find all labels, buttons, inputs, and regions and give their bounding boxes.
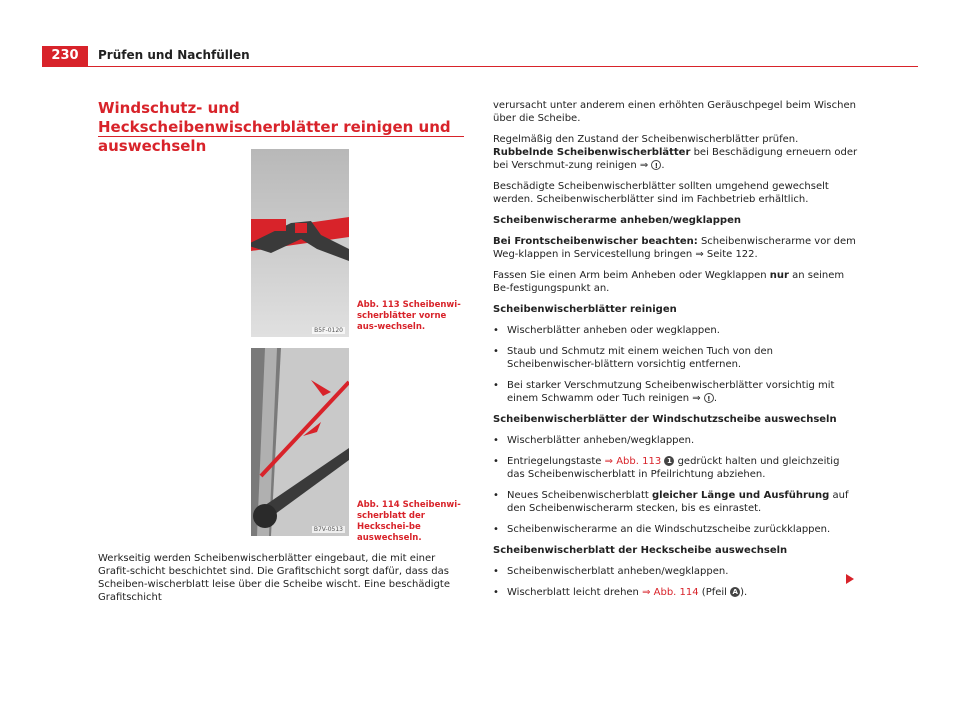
figure-113-image	[251, 149, 349, 337]
text: Wischerblatt leicht drehen	[507, 587, 643, 598]
list-item: • Scheibenwischerarme an die Windschutzscheibe zurückklappen.	[493, 523, 859, 536]
warning-icon[interactable]: !	[651, 160, 661, 170]
page-number: 230	[42, 46, 88, 66]
text: Entriegelungstaste	[507, 456, 605, 467]
paragraph-4	[493, 235, 859, 261]
list-item: • Scheibenwischerblatt anheben/wegklappen.	[493, 565, 859, 578]
list-item: • Wischerblätter anheben/wegklappen.	[493, 434, 859, 447]
header-rule	[42, 66, 918, 67]
list-item: • Bei starker Verschmutzung Scheibenwischerblätter vorsichtig mit einem Schwamm oder Tuch reinigen ⇒ ! .	[493, 379, 859, 405]
section-title: Windschutz- und Heckscheibenwischerblätter reinigen und auswechseln	[98, 99, 451, 155]
heading-front: Scheibenwischerblätter der Windschutzscheibe auswechseln	[493, 414, 837, 425]
left-paragraph: Werkseitig werden Scheibenwischerblätter eingebaut, die mit einer Grafit-schicht beschichtet sind. Die Grafitschicht sorgt dafür, dass das Scheiben-wischerblatt leise über die Scheibe wischt. Eine beschädigte Grafitschicht	[98, 553, 450, 603]
bold-text: Rubbelnde Scheibenwischerblätter	[493, 147, 691, 158]
list-item: • Wischerblätter anheben oder wegklappen.	[493, 324, 859, 337]
text: gedrückt halten und gleichzeitig das Scheibenwischerblatt in Pfeilrichtung abziehen.	[507, 456, 840, 480]
paragraph-2: Regelmäßig den Zustand der Scheibenwischerblätter prüfen. Rubbelnde Scheibenwischerblätter bei Beschädigung erneuern oder bei Verschmut-zung reinigen ⇒ ! .	[493, 134, 858, 171]
text: ).	[740, 587, 748, 598]
text: bei Beschädigung erneuern oder bei Verschmut-zung reinigen ⇒	[493, 147, 858, 171]
list-item	[493, 586, 859, 599]
text: Regelmäßig den Zustand der Scheibenwischerblätter prüfen.	[493, 134, 799, 145]
heading-clean: Scheibenwischerblätter reinigen	[493, 304, 677, 315]
heading-arms: Scheibenwischerarme anheben/wegklappen	[493, 215, 741, 226]
figure-113-code: B5F-0120	[314, 327, 343, 334]
paragraph-3: Beschädigte Scheibenwischerblätter sollten umgehend gewechselt werden. Scheibenwischerblätter sind im Fachbetrieb erhältlich.	[493, 181, 829, 205]
continue-arrow-icon	[846, 574, 854, 584]
text: auf den Scheibenwischerarm stecken, bis es einrastet.	[507, 490, 849, 514]
bold-text: nur	[769, 270, 789, 281]
marker-1-icon: 1	[664, 456, 674, 466]
figure-113-caption: Abb. 113 Scheibenwi-scherblätter vorne aus-wechseln.	[357, 300, 461, 332]
text: Neues Scheibenwischerblatt	[507, 490, 653, 501]
figure-link[interactable]: ⇒ Abb. 113	[604, 456, 662, 467]
paragraph-1: verursacht unter anderem einen erhöhten Geräuschpegel beim Wischen über die Scheibe.	[493, 100, 856, 124]
section-rule	[98, 136, 464, 137]
paragraph-5	[493, 269, 859, 295]
text: (Pfeil	[698, 587, 731, 598]
chapter-title: Prüfen und Nachfüllen	[98, 48, 250, 62]
warning-icon[interactable]: !	[704, 393, 714, 403]
figure-link[interactable]: ⇒ Abb. 114	[642, 587, 699, 598]
text: Fassen Sie einen Arm beim Anheben oder Wegklappen	[493, 270, 770, 281]
text: an seinem Be-festigungspunkt an.	[493, 270, 845, 294]
heading-rear: Scheibenwischerblatt der Heckscheibe auswechseln	[493, 545, 788, 556]
list-item: • Staub und Schmutz mit einem weichen Tuch von den Scheibenwischer-blättern vorsichtig entfernen.	[493, 345, 859, 371]
text: Bei starker Verschmutzung Scheibenwischerblätter vorsichtig mit einem Schwamm oder Tuch reinigen ⇒	[507, 380, 835, 404]
right-column	[493, 99, 859, 607]
figure-114-code: B7V-0513	[313, 526, 343, 533]
bold-text: gleicher Länge und Ausführung	[652, 490, 830, 501]
marker-a-icon: A	[730, 587, 740, 597]
figure-114-caption: Abb. 114 Scheibenwi-scherblatt der Heckschei-be auswechseln.	[357, 500, 461, 543]
list-item	[493, 489, 859, 515]
list-item	[493, 455, 859, 481]
figure-114-image	[251, 348, 349, 536]
bold-text: Bei Frontscheibenwischer beachten:	[493, 236, 698, 247]
text: Scheibenwischerarme vor dem Weg-klappen in Servicestellung bringen ⇒ Seite 122.	[493, 236, 856, 260]
